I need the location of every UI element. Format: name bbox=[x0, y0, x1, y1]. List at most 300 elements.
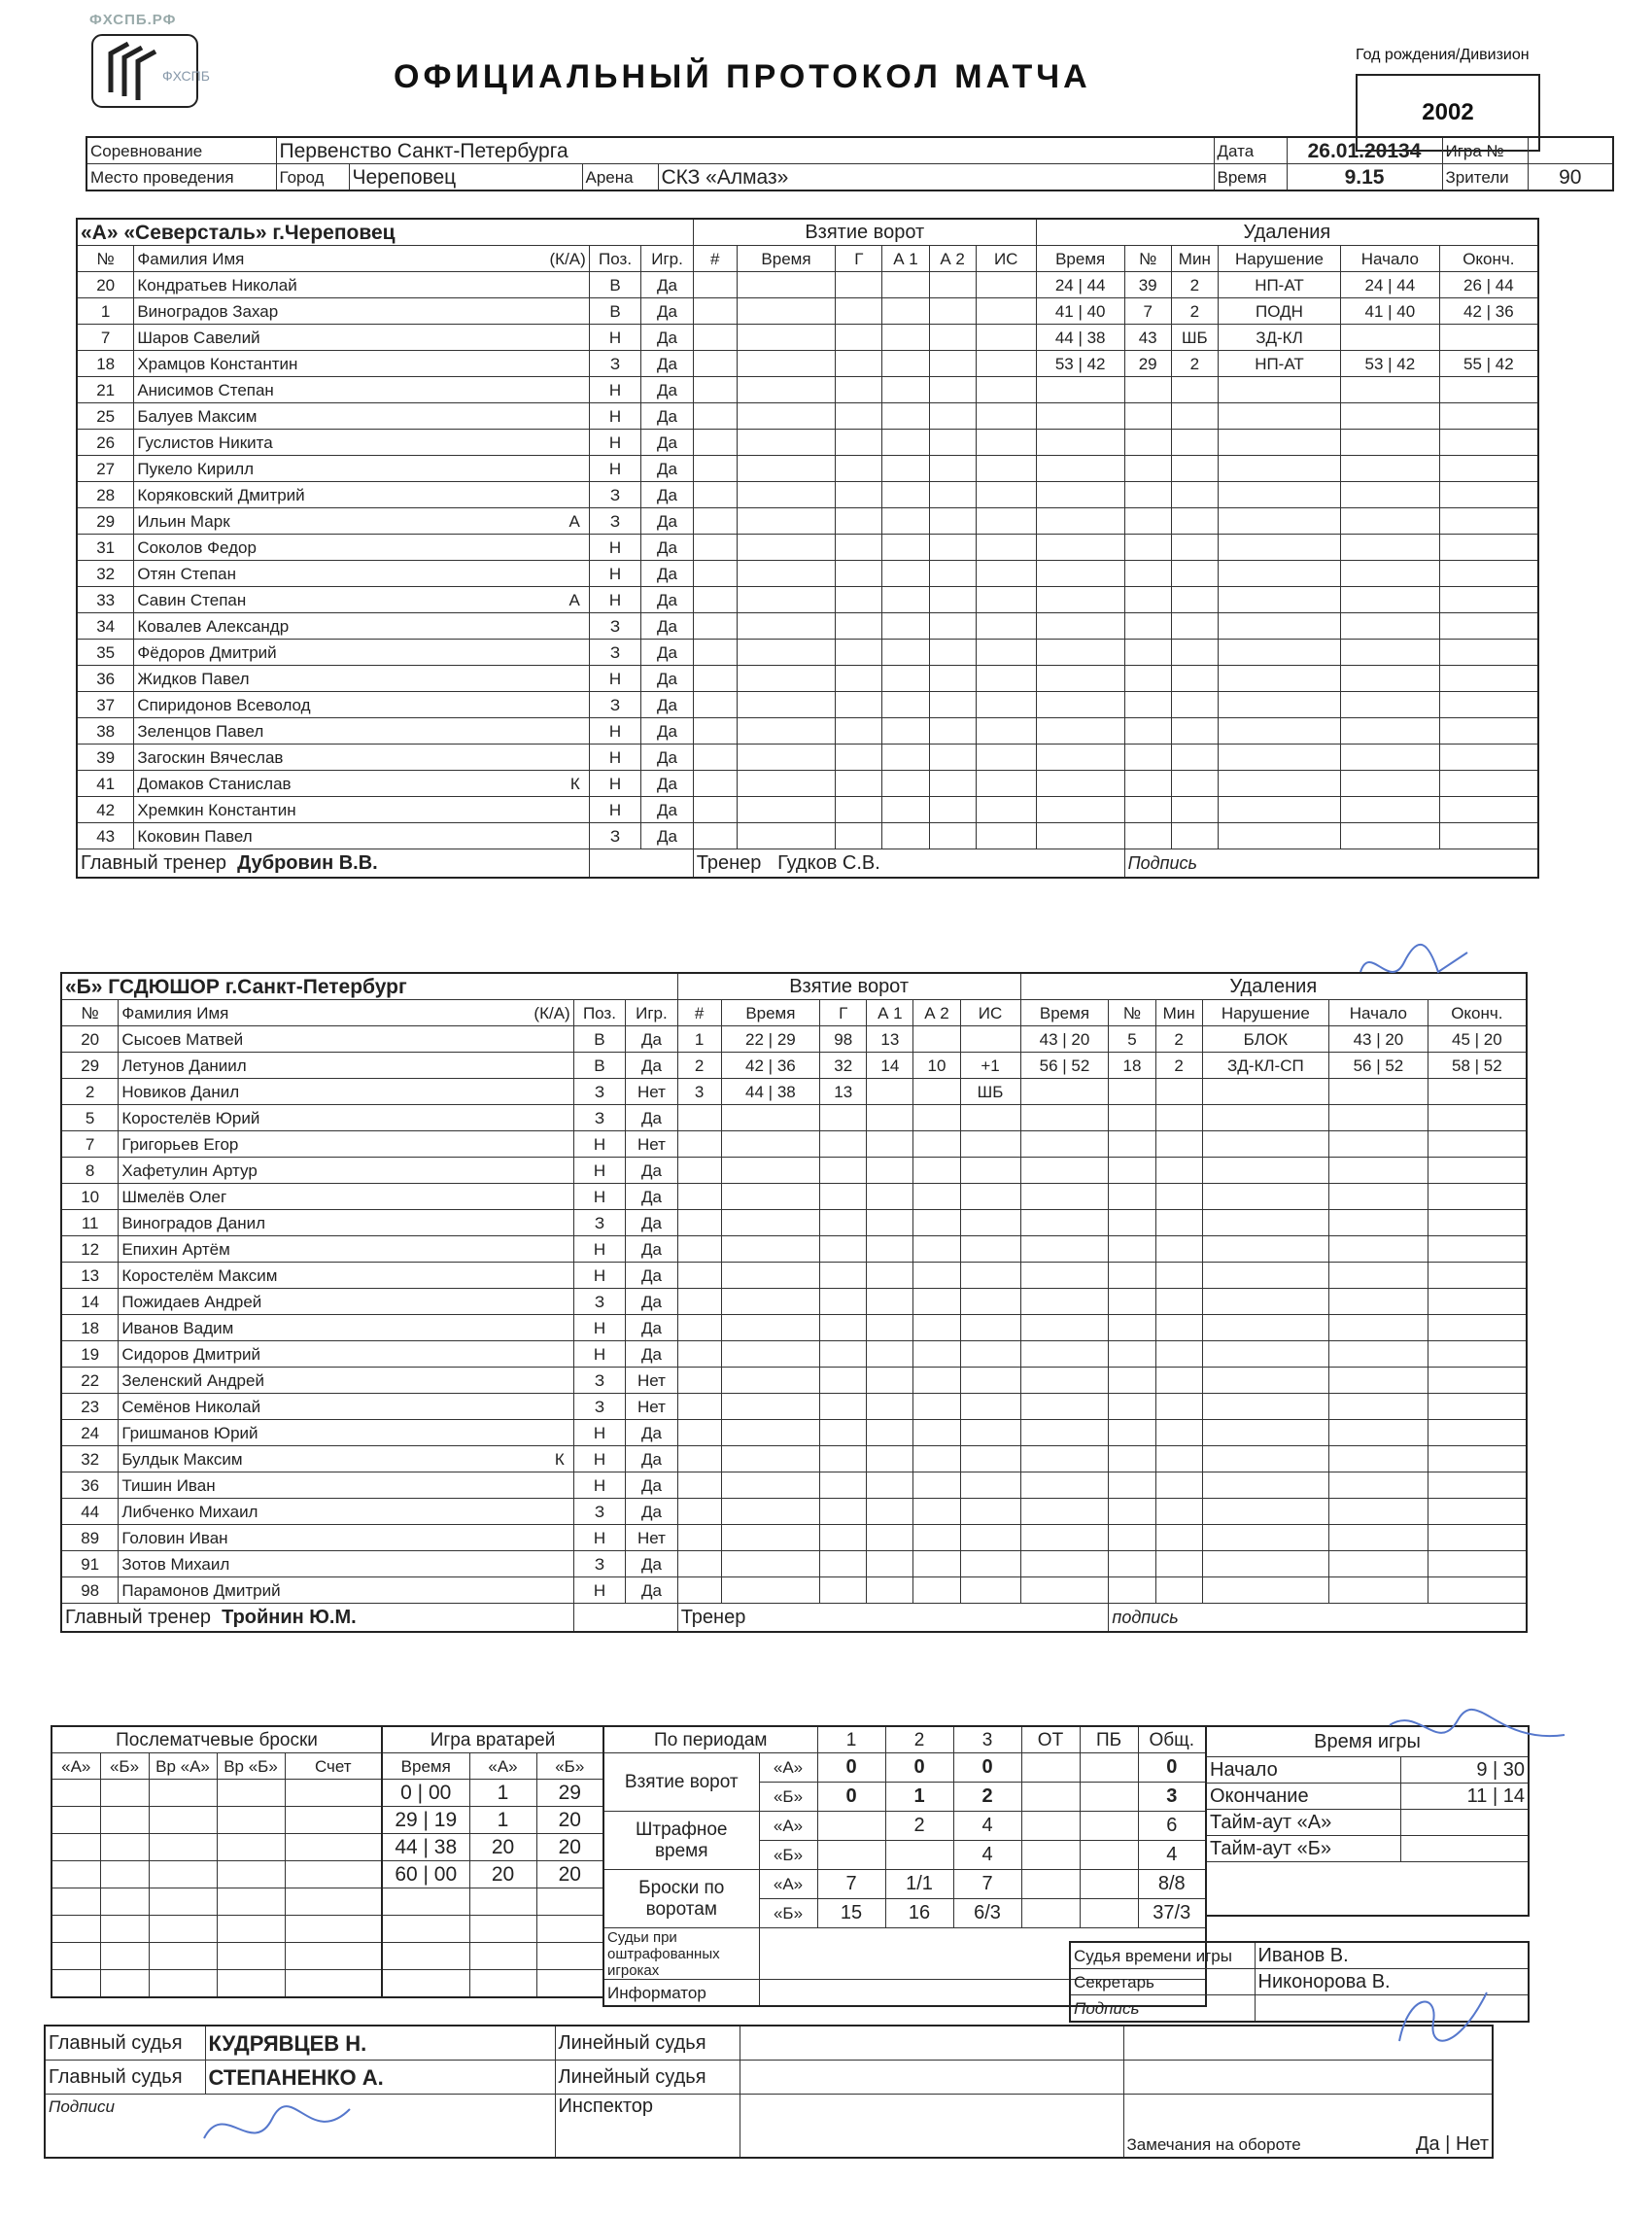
penalty-end bbox=[1439, 640, 1538, 666]
penalty-time bbox=[1036, 456, 1124, 482]
player-name-cell bbox=[119, 1079, 573, 1105]
player-played: Да bbox=[641, 613, 694, 640]
player-name: Кондратьев Николай bbox=[137, 275, 297, 294]
goal-a2 bbox=[913, 1026, 960, 1053]
linesman-label: Линейный судья bbox=[555, 2061, 740, 2095]
goal-is bbox=[976, 377, 1036, 403]
officials-sign-label: Подпись bbox=[1070, 1995, 1255, 2023]
player-played: Да bbox=[641, 272, 694, 298]
goal-a1 bbox=[867, 1184, 913, 1210]
goal-is bbox=[976, 718, 1036, 745]
penalty-num: 7 bbox=[1124, 298, 1171, 325]
penalty-min bbox=[1155, 1525, 1202, 1551]
goal-is bbox=[976, 272, 1036, 298]
goal-time bbox=[737, 535, 836, 561]
shootout-cell bbox=[285, 1807, 382, 1834]
penalty-time bbox=[1020, 1184, 1109, 1210]
goal-is bbox=[960, 1210, 1020, 1236]
col-num: № bbox=[61, 1000, 119, 1026]
goal-g bbox=[820, 1158, 867, 1184]
team-a-section bbox=[76, 218, 1539, 879]
goal-g bbox=[820, 1184, 867, 1210]
penalty-num bbox=[1124, 430, 1171, 456]
period-value: 4 bbox=[953, 1841, 1021, 1870]
penalty-end bbox=[1428, 1263, 1527, 1289]
shootout-cell bbox=[285, 1888, 382, 1916]
goal-is: +1 bbox=[960, 1053, 1020, 1079]
penalty-end bbox=[1439, 745, 1538, 771]
player-name: Коковин Павел bbox=[137, 826, 253, 846]
goal-time bbox=[737, 771, 836, 797]
goal-a2 bbox=[913, 1577, 960, 1604]
penalty-num bbox=[1124, 640, 1171, 666]
period-row bbox=[603, 1753, 1206, 1783]
player-num: 28 bbox=[77, 482, 134, 508]
player-name: Зотов Михаил bbox=[121, 1554, 230, 1574]
penalty-num bbox=[1124, 771, 1171, 797]
player-name: Анисимов Степан bbox=[137, 380, 274, 399]
goal-n bbox=[693, 377, 737, 403]
player-played: Да bbox=[626, 1472, 678, 1499]
player-name: Храмцов Константин bbox=[137, 354, 298, 373]
penalty-min bbox=[1171, 535, 1218, 561]
goal-n bbox=[693, 771, 737, 797]
player-num: 39 bbox=[77, 745, 134, 771]
player-row bbox=[61, 1053, 1527, 1079]
period-team: «Б» bbox=[759, 1783, 817, 1812]
chief-judge-1: КУДРЯВЦЕВ Н. bbox=[205, 2026, 555, 2061]
penalty-end bbox=[1439, 508, 1538, 535]
team-b-table bbox=[60, 972, 1528, 1633]
period-value bbox=[1021, 1812, 1080, 1841]
shootout-cell bbox=[52, 1916, 100, 1943]
penalty-start bbox=[1341, 797, 1440, 823]
penalty-violation bbox=[1218, 718, 1340, 745]
goal-time bbox=[737, 351, 836, 377]
player-num: 13 bbox=[61, 1263, 119, 1289]
arena-label: Арена bbox=[582, 164, 658, 191]
penalty-violation bbox=[1218, 771, 1340, 797]
penalty-violation bbox=[1218, 456, 1340, 482]
player-num: 7 bbox=[77, 325, 134, 351]
penalty-time bbox=[1020, 1368, 1109, 1394]
goal-g bbox=[836, 456, 882, 482]
penalty-end bbox=[1428, 1315, 1527, 1341]
penalty-time bbox=[1020, 1420, 1109, 1446]
penalty-violation bbox=[1202, 1446, 1328, 1472]
col-name-label: Фамилия Имя bbox=[121, 1003, 229, 1022]
goal-is bbox=[976, 298, 1036, 325]
goal-time bbox=[721, 1420, 820, 1446]
penalty-num bbox=[1124, 692, 1171, 718]
player-name-cell bbox=[134, 771, 589, 797]
penalty-end: 58 | 52 bbox=[1428, 1053, 1527, 1079]
time-judge-value: Иванов В. bbox=[1255, 1942, 1529, 1969]
game-end-value: 11 | 14 bbox=[1400, 1784, 1529, 1810]
penalty-min bbox=[1171, 797, 1218, 823]
player-pos: З bbox=[573, 1368, 625, 1394]
goal-is bbox=[960, 1341, 1020, 1368]
goal-time bbox=[737, 377, 836, 403]
signature-team-a bbox=[1351, 933, 1487, 1001]
goalie-row bbox=[382, 1834, 603, 1861]
player-pos: Н bbox=[573, 1525, 625, 1551]
shootout-cell bbox=[100, 1861, 149, 1888]
penalty-min bbox=[1155, 1551, 1202, 1577]
goal-n bbox=[677, 1446, 721, 1472]
goal-a1 bbox=[882, 430, 929, 456]
goal-a1 bbox=[867, 1289, 913, 1315]
penalty-num bbox=[1109, 1236, 1155, 1263]
penalty-violation bbox=[1218, 561, 1340, 587]
period-value bbox=[1021, 1783, 1080, 1812]
player-played: Да bbox=[626, 1551, 678, 1577]
penalty-time: 53 | 42 bbox=[1036, 351, 1124, 377]
player-played: Да bbox=[641, 351, 694, 377]
shootout-row bbox=[52, 1807, 382, 1834]
shootout-cell bbox=[52, 1807, 100, 1834]
period-value: 0 bbox=[817, 1783, 885, 1812]
goal-g bbox=[836, 587, 882, 613]
penalty-end: 55 | 42 bbox=[1439, 351, 1538, 377]
head-coach-label: Главный тренер bbox=[65, 1606, 211, 1628]
team-a-head-coach bbox=[77, 849, 589, 879]
penalty-num bbox=[1124, 482, 1171, 508]
player-name-cell bbox=[134, 272, 589, 298]
shootout-cell bbox=[285, 1780, 382, 1807]
penalty-num bbox=[1109, 1472, 1155, 1499]
penalty-num bbox=[1109, 1158, 1155, 1184]
goal-a2 bbox=[929, 745, 976, 771]
shootout-row bbox=[52, 1916, 382, 1943]
goal-is bbox=[960, 1236, 1020, 1263]
player-played: Да bbox=[641, 692, 694, 718]
goalie-row bbox=[382, 1807, 603, 1834]
player-row bbox=[77, 613, 1538, 640]
goal-a2 bbox=[913, 1420, 960, 1446]
col-pen-start: Начало bbox=[1341, 246, 1440, 272]
shootout-cell bbox=[217, 1916, 285, 1943]
player-pos: Н bbox=[589, 377, 640, 403]
goal-a1 bbox=[882, 771, 929, 797]
player-played: Да bbox=[641, 561, 694, 587]
player-row bbox=[61, 1289, 1527, 1315]
goal-a2: 10 bbox=[913, 1053, 960, 1079]
goal-time bbox=[721, 1236, 820, 1263]
penalty-num bbox=[1124, 823, 1171, 849]
player-row bbox=[77, 640, 1538, 666]
penalty-min: 2 bbox=[1171, 298, 1218, 325]
penalty-min bbox=[1155, 1184, 1202, 1210]
player-pos: З bbox=[589, 351, 640, 377]
player-name: Пукело Кирилл bbox=[137, 459, 255, 478]
inspector-label: Инспектор bbox=[555, 2095, 740, 2159]
goal-n bbox=[677, 1525, 721, 1551]
goal-a1 bbox=[867, 1472, 913, 1499]
goal-time bbox=[721, 1184, 820, 1210]
goal-n bbox=[677, 1184, 721, 1210]
penalty-num bbox=[1124, 535, 1171, 561]
goalie-row bbox=[382, 1888, 603, 1916]
goal-a2 bbox=[913, 1446, 960, 1472]
penalty-min bbox=[1155, 1210, 1202, 1236]
goal-a1 bbox=[867, 1394, 913, 1420]
player-pos: З bbox=[589, 613, 640, 640]
goal-g bbox=[836, 430, 882, 456]
goal-a2 bbox=[913, 1394, 960, 1420]
player-row bbox=[61, 1184, 1527, 1210]
spacer bbox=[1123, 2061, 1493, 2095]
chief-judge-label: Главный судья bbox=[45, 2026, 205, 2061]
goal-time bbox=[721, 1131, 820, 1158]
penalty-start bbox=[1341, 430, 1440, 456]
player-num: 42 bbox=[77, 797, 134, 823]
penalty-violation bbox=[1202, 1315, 1328, 1341]
goal-g bbox=[836, 508, 882, 535]
goal-is bbox=[976, 561, 1036, 587]
player-name-cell bbox=[134, 666, 589, 692]
period-team: «Б» bbox=[759, 1899, 817, 1928]
goal-is bbox=[976, 430, 1036, 456]
team-a-coach-name: Гудков С.В. bbox=[777, 851, 880, 874]
goal-a2 bbox=[913, 1472, 960, 1499]
period-value: 0 bbox=[885, 1753, 953, 1783]
player-played: Да bbox=[641, 718, 694, 745]
penalty-min bbox=[1171, 640, 1218, 666]
col-pen-min: Мин bbox=[1155, 1000, 1202, 1026]
goal-a2 bbox=[913, 1289, 960, 1315]
player-name-cell bbox=[119, 1026, 573, 1053]
hockey-logo-icon bbox=[89, 32, 210, 110]
goal-n bbox=[693, 298, 737, 325]
signatures-label: Подписи bbox=[45, 2095, 555, 2159]
player-name-cell bbox=[134, 377, 589, 403]
goal-a1 bbox=[867, 1368, 913, 1394]
goal-a2 bbox=[913, 1131, 960, 1158]
penalty-time bbox=[1020, 1394, 1109, 1420]
player-name: Тишин Иван bbox=[121, 1475, 216, 1495]
penalty-time bbox=[1036, 797, 1124, 823]
goal-g bbox=[820, 1341, 867, 1368]
penalty-start: 41 | 40 bbox=[1341, 298, 1440, 325]
goal-is bbox=[976, 535, 1036, 561]
player-num: 24 bbox=[61, 1420, 119, 1446]
goal-time: 42 | 36 bbox=[721, 1053, 820, 1079]
col-goal-a2: А 2 bbox=[913, 1000, 960, 1026]
penalty-start bbox=[1329, 1472, 1428, 1499]
player-played: Нет bbox=[626, 1368, 678, 1394]
penalty-violation: НП-АТ bbox=[1218, 351, 1340, 377]
penalty-violation bbox=[1218, 640, 1340, 666]
goal-a1 bbox=[882, 823, 929, 849]
penalty-violation bbox=[1202, 1420, 1328, 1446]
period-value: 6 bbox=[1138, 1812, 1206, 1841]
penalty-num: 39 bbox=[1124, 272, 1171, 298]
penalty-num bbox=[1124, 561, 1171, 587]
player-name-cell bbox=[134, 692, 589, 718]
player-played: Нет bbox=[626, 1079, 678, 1105]
goal-a1 bbox=[867, 1158, 913, 1184]
penalty-start bbox=[1329, 1236, 1428, 1263]
goal-n bbox=[677, 1368, 721, 1394]
shootout-cell bbox=[100, 1916, 149, 1943]
penalty-num bbox=[1109, 1315, 1155, 1341]
goal-time bbox=[721, 1577, 820, 1604]
penalty-time bbox=[1020, 1263, 1109, 1289]
penalty-time bbox=[1020, 1289, 1109, 1315]
col-name-label: Фамилия Имя bbox=[137, 249, 245, 268]
goalie-cell bbox=[469, 1888, 536, 1916]
goal-a2 bbox=[929, 508, 976, 535]
notes-sep: | bbox=[1445, 2133, 1451, 2155]
goal-g: 32 bbox=[820, 1053, 867, 1079]
shootout-cell bbox=[285, 1916, 382, 1943]
penalty-violation bbox=[1202, 1499, 1328, 1525]
penalty-violation bbox=[1202, 1131, 1328, 1158]
goal-a2 bbox=[929, 771, 976, 797]
col-played: Игр. bbox=[641, 246, 694, 272]
goalie-cell bbox=[536, 1970, 603, 1998]
goal-a1 bbox=[867, 1131, 913, 1158]
col-goal-is: ИС bbox=[976, 246, 1036, 272]
penalty-end bbox=[1428, 1446, 1527, 1472]
penalty-start bbox=[1341, 666, 1440, 692]
penalty-violation bbox=[1202, 1341, 1328, 1368]
player-num: 34 bbox=[77, 613, 134, 640]
player-pos: З bbox=[573, 1551, 625, 1577]
penalty-start bbox=[1329, 1210, 1428, 1236]
linesman-label: Линейный судья bbox=[555, 2026, 740, 2061]
penalty-time bbox=[1020, 1131, 1109, 1158]
player-pos: Н bbox=[573, 1446, 625, 1472]
penalty-violation bbox=[1202, 1368, 1328, 1394]
time-label: Время bbox=[1214, 164, 1287, 191]
goal-is bbox=[976, 325, 1036, 351]
player-pos: Н bbox=[589, 403, 640, 430]
player-pos: Н bbox=[589, 771, 640, 797]
penalty-start bbox=[1329, 1525, 1428, 1551]
goal-a2 bbox=[929, 351, 976, 377]
penalty-end bbox=[1439, 587, 1538, 613]
player-name: Спиридонов Всеволод bbox=[137, 695, 311, 714]
player-num: 25 bbox=[77, 403, 134, 430]
goal-a2 bbox=[913, 1158, 960, 1184]
shootout-row bbox=[52, 1970, 382, 1998]
player-name-cell bbox=[134, 613, 589, 640]
penalty-violation bbox=[1202, 1551, 1328, 1577]
penalty-time: 43 | 20 bbox=[1020, 1026, 1109, 1053]
period-value: 1/1 bbox=[885, 1870, 953, 1899]
goal-a1 bbox=[882, 482, 929, 508]
timeout-b-label: Тайм-аут «Б» bbox=[1206, 1836, 1400, 1862]
penalty-violation bbox=[1218, 430, 1340, 456]
goal-g bbox=[820, 1551, 867, 1577]
period-value: 37/3 bbox=[1138, 1899, 1206, 1928]
player-num: 29 bbox=[61, 1053, 119, 1079]
player-num: 38 bbox=[77, 718, 134, 745]
period-label: Броски по воротам bbox=[603, 1870, 759, 1928]
penalty-end bbox=[1439, 561, 1538, 587]
player-name: Фёдоров Дмитрий bbox=[137, 642, 277, 662]
penalty-start bbox=[1329, 1368, 1428, 1394]
penalty-num bbox=[1109, 1577, 1155, 1604]
date-value: 26.01.20134 bbox=[1287, 137, 1442, 164]
player-pos: З bbox=[573, 1394, 625, 1420]
penalty-time bbox=[1020, 1525, 1109, 1551]
period-col: ОТ bbox=[1021, 1726, 1080, 1753]
period-value: 1 bbox=[885, 1783, 953, 1812]
goal-a2 bbox=[913, 1236, 960, 1263]
penalty-num: 18 bbox=[1109, 1053, 1155, 1079]
shootout-cell bbox=[149, 1780, 217, 1807]
penalty-judges-label: Судьи при оштрафованных игроках bbox=[603, 1928, 759, 1980]
signature-team-b bbox=[1380, 1696, 1574, 1774]
goal-is bbox=[976, 456, 1036, 482]
penalty-min bbox=[1155, 1263, 1202, 1289]
penalty-end bbox=[1439, 325, 1538, 351]
player-name-cell bbox=[134, 535, 589, 561]
shootout-cell bbox=[100, 1888, 149, 1916]
goal-g bbox=[836, 771, 882, 797]
penalty-min bbox=[1171, 456, 1218, 482]
period-value: 15 bbox=[817, 1899, 885, 1928]
team-b-head-coach-name: Тройнин Ю.М. bbox=[222, 1606, 357, 1628]
goal-a2 bbox=[929, 325, 976, 351]
goal-time bbox=[721, 1105, 820, 1131]
goal-time bbox=[721, 1499, 820, 1525]
period-value bbox=[1021, 1899, 1080, 1928]
period-col: 3 bbox=[953, 1726, 1021, 1753]
penalty-num bbox=[1109, 1420, 1155, 1446]
col-pen-end: Оконч. bbox=[1439, 246, 1538, 272]
goal-a1 bbox=[882, 298, 929, 325]
penalty-end bbox=[1439, 430, 1538, 456]
player-name-cell bbox=[119, 1236, 573, 1263]
goal-is bbox=[976, 771, 1036, 797]
player-role: К bbox=[554, 1449, 565, 1469]
player-name-cell bbox=[119, 1289, 573, 1315]
goal-a2 bbox=[929, 456, 976, 482]
penalty-time bbox=[1036, 771, 1124, 797]
document-title: ОФИЦИАЛЬНЫЙ ПРОТОКОЛ МАТЧА bbox=[394, 58, 1091, 95]
penalty-time bbox=[1036, 613, 1124, 640]
notes-cell bbox=[1123, 2095, 1493, 2159]
penalty-violation bbox=[1202, 1289, 1328, 1315]
head-coach-label: Главный тренер bbox=[81, 851, 226, 874]
penalty-start bbox=[1341, 482, 1440, 508]
player-num: 12 bbox=[61, 1236, 119, 1263]
player-pos: Н bbox=[573, 1420, 625, 1446]
penalty-start bbox=[1341, 587, 1440, 613]
goal-is bbox=[960, 1472, 1020, 1499]
period-value: 2 bbox=[953, 1783, 1021, 1812]
goalie-cell bbox=[536, 1916, 603, 1943]
arena-value: СКЗ «Алмаз» bbox=[658, 164, 1214, 191]
penalty-end bbox=[1439, 456, 1538, 482]
goal-is bbox=[976, 823, 1036, 849]
goal-a2 bbox=[929, 430, 976, 456]
period-label: Штрафное время bbox=[603, 1812, 759, 1870]
penalty-start bbox=[1341, 771, 1440, 797]
team-b-section bbox=[60, 972, 1528, 1633]
player-played: Да bbox=[626, 1289, 678, 1315]
penalty-min bbox=[1155, 1446, 1202, 1472]
goal-g bbox=[836, 403, 882, 430]
team-b-sign-label: подпись bbox=[1112, 1607, 1179, 1627]
goal-a2 bbox=[929, 613, 976, 640]
player-row bbox=[61, 1551, 1527, 1577]
penalty-time bbox=[1020, 1472, 1109, 1499]
